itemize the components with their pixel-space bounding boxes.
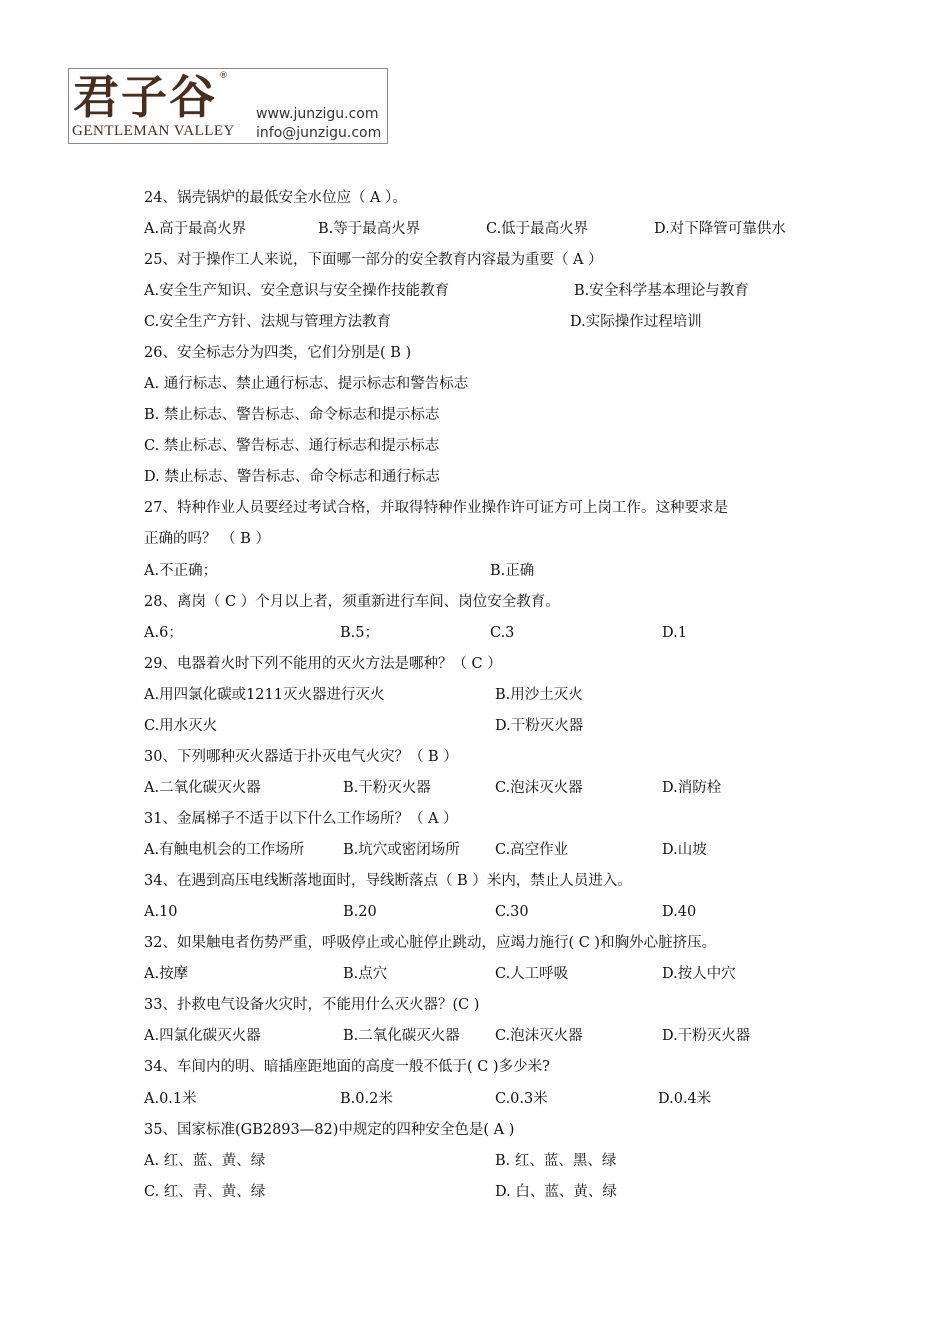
question-25-option-a: A.安全生产知识、安全意识与安全操作技能教育: [144, 283, 450, 299]
question-31-option-c: C.高空作业: [495, 842, 569, 858]
question-34a-option-b: B.20: [343, 904, 377, 920]
question-34b-stem: 34、车间内的明、暗插座距地面的高度一般不低于( C )多少米?: [144, 1059, 550, 1075]
question-29-stem: 29、电器着火时下列不能用的灭火方法是哪种？（ C ）: [144, 656, 502, 672]
question-25-option-c: C.安全生产方针、法规与管理方法教育: [144, 314, 392, 330]
question-33-option-a: A.四氯化碳灭火器: [144, 1028, 261, 1044]
question-34a-option-d: D.40: [662, 904, 697, 920]
logo-website: www.junzigu.com: [256, 106, 379, 122]
question-34b-option-a: A.0.1米: [144, 1091, 197, 1107]
question-33-option-b: B.二氧化碳灭火器: [343, 1028, 460, 1044]
question-25-stem: 25、对于操作工人来说，下面哪一部分的安全教育内容最为重要（ A ）: [144, 252, 603, 268]
question-31-stem: 31、金属梯子不适于以下什么工作场所？（ A ）: [144, 811, 458, 827]
question-32-option-d: D.按人中穴: [662, 966, 736, 982]
question-27-option-a: A.不正确；: [144, 563, 218, 579]
question-33-option-c: C.泡沫灭火器: [495, 1028, 583, 1044]
question-33-option-d: D.干粉灭火器: [662, 1028, 751, 1044]
question-28-option-c: C.3: [490, 625, 515, 641]
logo-registered-mark: ®: [219, 71, 228, 81]
logo-email: info@junzigu.com: [256, 125, 382, 141]
question-24-stem: 24、锅壳锅炉的最低安全水位应（ A ）。: [144, 190, 407, 206]
question-31-option-d: D.山坡: [662, 842, 707, 858]
question-31-option-a: A.有触电机会的工作场所: [144, 842, 305, 858]
question-24-option-d: D.对下降管可靠供水: [654, 221, 786, 237]
question-30-stem: 30、下列哪种灭火器适于扑灭电气火灾？（ B ）: [144, 749, 458, 765]
question-30-option-c: C.泡沫灭火器: [495, 780, 583, 796]
question-34b-option-c: C.0.3米: [495, 1091, 548, 1107]
question-34a-stem: 34、在遇到高压电线断落地面时，导线断落点（ B ）米内，禁止人员进入。: [144, 873, 632, 889]
question-28-stem: 28、离岗（ C ）个月以上者，须重新进行车间、岗位安全教育。: [144, 594, 560, 610]
question-28-option-d: D.1: [662, 625, 687, 641]
question-35-option-d: D. 白、蓝、黄、绿: [495, 1184, 617, 1200]
question-32-option-c: C.人工呼吸: [495, 966, 569, 982]
question-32-stem: 32、如果触电者伤势严重，呼吸停止或心脏停止跳动，应竭力施行( C )和胸外心脏挤压。: [144, 935, 717, 951]
company-logo: [68, 68, 388, 144]
question-34a-option-a: A.10: [144, 904, 178, 920]
question-31-option-b: B.坑穴或密闭场所: [343, 842, 460, 858]
question-28-option-b: B.5；: [340, 625, 379, 641]
question-35-option-b: B. 红、蓝、黑、绿: [495, 1153, 617, 1169]
question-30-option-b: B.干粉灭火器: [343, 780, 431, 796]
logo-chinese-name: 君子谷: [73, 70, 217, 124]
question-27-stem-line1: 27、特种作业人员要经过考试合格，并取得特种作业操作许可证方可上岗工作。这种要求是: [144, 500, 728, 516]
question-26-option-a: A. 通行标志、禁止通行标志、提示标志和警告标志: [144, 376, 469, 392]
question-24-option-c: C.低于最高火界: [486, 221, 589, 237]
question-29-option-b: B.用沙土灭火: [495, 687, 583, 703]
question-26-stem: 26、安全标志分为四类，它们分别是( B ): [144, 345, 412, 361]
question-35-option-c: C. 红、青、黄、绿: [144, 1184, 266, 1200]
question-35-stem: 35、国家标准(GB2893—82)中规定的四种安全色是( A ): [144, 1122, 515, 1138]
question-28-option-a: A.6；: [144, 625, 183, 641]
question-25-option-d: D.实际操作过程培训: [570, 314, 702, 330]
question-34b-option-b: B.0.2米: [340, 1091, 393, 1107]
question-29-option-c: C.用水灭火: [144, 718, 218, 734]
question-35-option-a: A. 红、蓝、黄、绿: [144, 1153, 266, 1169]
question-26-option-b: B. 禁止标志、警告标志、命令标志和提示标志: [144, 407, 440, 423]
question-26-option-d: D. 禁止标志、警告标志、命令标志和通行标志: [144, 469, 440, 485]
question-34a-option-c: C.30: [495, 904, 529, 920]
question-27-stem-line2: 正确的吗？ （ B ）: [144, 531, 270, 547]
question-33-stem: 33、扑救电气设备火灾时，不能用什么灭火器？(C ): [144, 997, 480, 1013]
question-32-option-a: A.按摩: [144, 966, 189, 982]
logo-english-name: GENTLEMAN VALLEY: [72, 123, 235, 139]
question-26-option-c: C. 禁止标志、警告标志、通行标志和提示标志: [144, 438, 440, 454]
question-32-option-b: B.点穴: [343, 966, 388, 982]
question-30-option-d: D.消防栓: [662, 780, 722, 796]
question-24-option-a: A.高于最高火界: [144, 221, 247, 237]
question-29-option-a: A.用四氯化碳或1211灭火器进行灭火: [144, 687, 385, 703]
question-27-option-b: B.正确: [490, 563, 535, 579]
question-24-option-b: B.等于最高火界: [318, 221, 421, 237]
question-30-option-a: A.二氧化碳灭火器: [144, 780, 261, 796]
question-25-option-b: B.安全科学基本理论与教育: [574, 283, 749, 299]
question-29-option-d: D.干粉灭火器: [495, 718, 584, 734]
question-34b-option-d: D.0.4米: [658, 1091, 712, 1107]
